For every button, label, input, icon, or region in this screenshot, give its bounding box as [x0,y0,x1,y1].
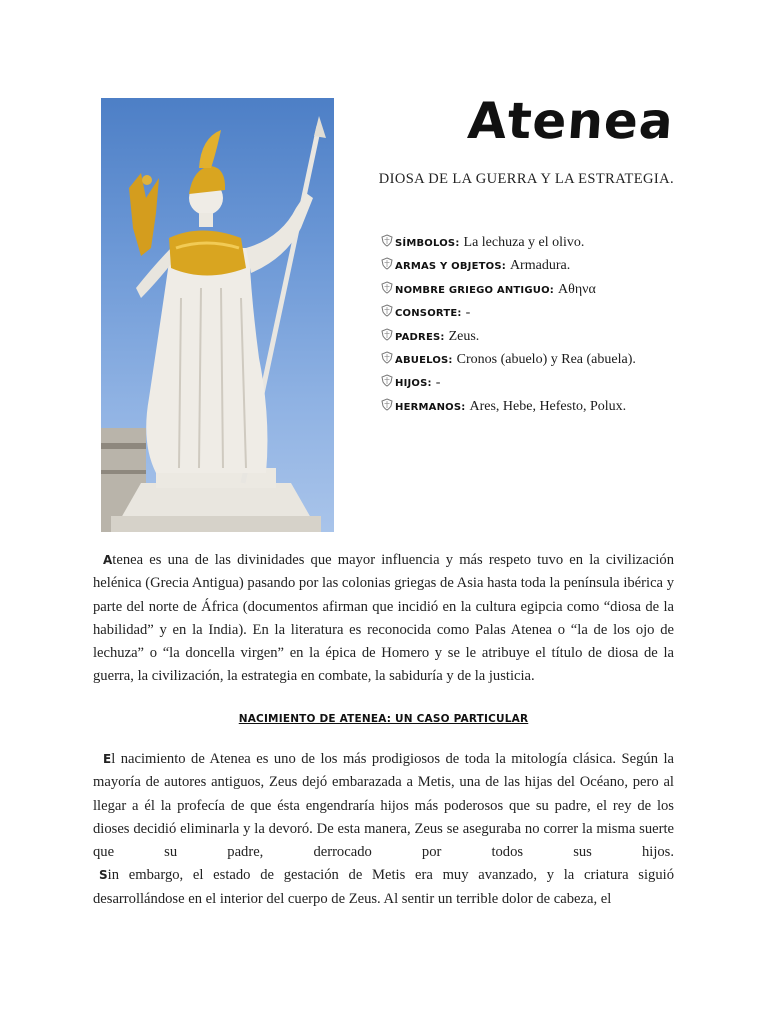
shield-icon [381,374,393,387]
fact-item [381,397,681,420]
fact-value: La lechuza y el olivo. [463,235,585,250]
section-heading: NACIMIENTO DE ATENEA: UN CASO PARTICULAR [238,713,529,725]
fact-value: - [465,305,471,321]
fact-value: Αθηνα [558,281,596,297]
fact-value: Ares, Hebe, Hefesto, Polux. [469,398,627,414]
page-subtitle: DIOSA DE LA GUERRA Y LA ESTRATEGIA. [378,171,674,187]
fact-key: ABUELOS: [395,354,453,366]
paragraph-initial: A [103,553,113,567]
fact-item [381,233,681,256]
fact-item [381,256,681,279]
paragraph-text: l nacimiento de Atenea es uno de los más prodigiosos de toda la mitología clásica. Según la mayoría de autores antiguos, Zeus dejó embarazada a Metis, una de las hijas del Océano, pero al llegar a él la profecía de que ésta engendraría hijos más poderosos que su padre, el rey de los dioses decidió eliminarla y la devoró. De esta manera, Zeus se aseguraba no correr la misma suerte que su padre, derrocado por todos sus hijos. [93,751,674,861]
fact-key: HERMANOS: [395,401,466,413]
fact-key: HIJOS: [395,378,432,390]
fact-key: PADRES: [395,331,445,343]
shield-icon [381,281,393,294]
page-title: Atenea [466,92,677,150]
paragraph-initial: S [99,868,108,883]
fact-key: NOMBRE GRIEGO ANTIGUO: [395,284,554,296]
paragraph-birth [93,748,674,911]
athena-statue-image [101,98,334,532]
fact-value: Zeus. [448,328,480,344]
fact-item [381,303,681,326]
shield-icon [381,328,393,341]
fact-item [381,280,681,303]
paragraph-initial: E [103,752,112,766]
shield-icon [381,257,393,270]
fact-key: CONSORTE: [395,308,462,320]
shield-icon [381,304,393,317]
shield-icon [381,351,393,364]
fact-key: SÍMBOLOS: [395,238,460,249]
fact-item [381,373,681,396]
fact-value: - [435,375,441,391]
fact-value: Cronos (abuelo) y Rea (abuela). [456,351,636,367]
shield-icon [381,234,393,247]
shield-icon [381,398,393,411]
fact-value: Armadura. [509,258,571,274]
paragraph-text: tenea es una de las divinidades que mayor influencia y más respeto tuvo en la civilización helénica (Grecia Antigua) pasando por las colonias griegas de Asia hasta toda la península ibérica y parte del norte de África (documentos afirman que incidió en la cultura egipcia como “diosa de la habilidad” y en la India). En la literatura es reconocida como Palas Atenea o “la de los ojo de lechuza” o “la doncella virgen” en la épica de Homero y se le atribuye el título de diosa de la guerra, la civilización, la estrategia en combate, la sabiduría y de la justicia. [93,552,674,685]
paragraph-text: in embargo, el estado de gestación de Metis era muy avanzado, y la criatura siguió desarrollándose en el interior del cuerpo de Zeus. Al sentir un terrible dolor de cabeza, el [93,867,674,907]
fact-item [381,350,681,373]
fact-item [381,327,681,350]
fact-key: ARMAS Y OBJETOS: [395,261,506,273]
paragraph-intro [93,549,674,689]
facts-list [381,233,681,420]
